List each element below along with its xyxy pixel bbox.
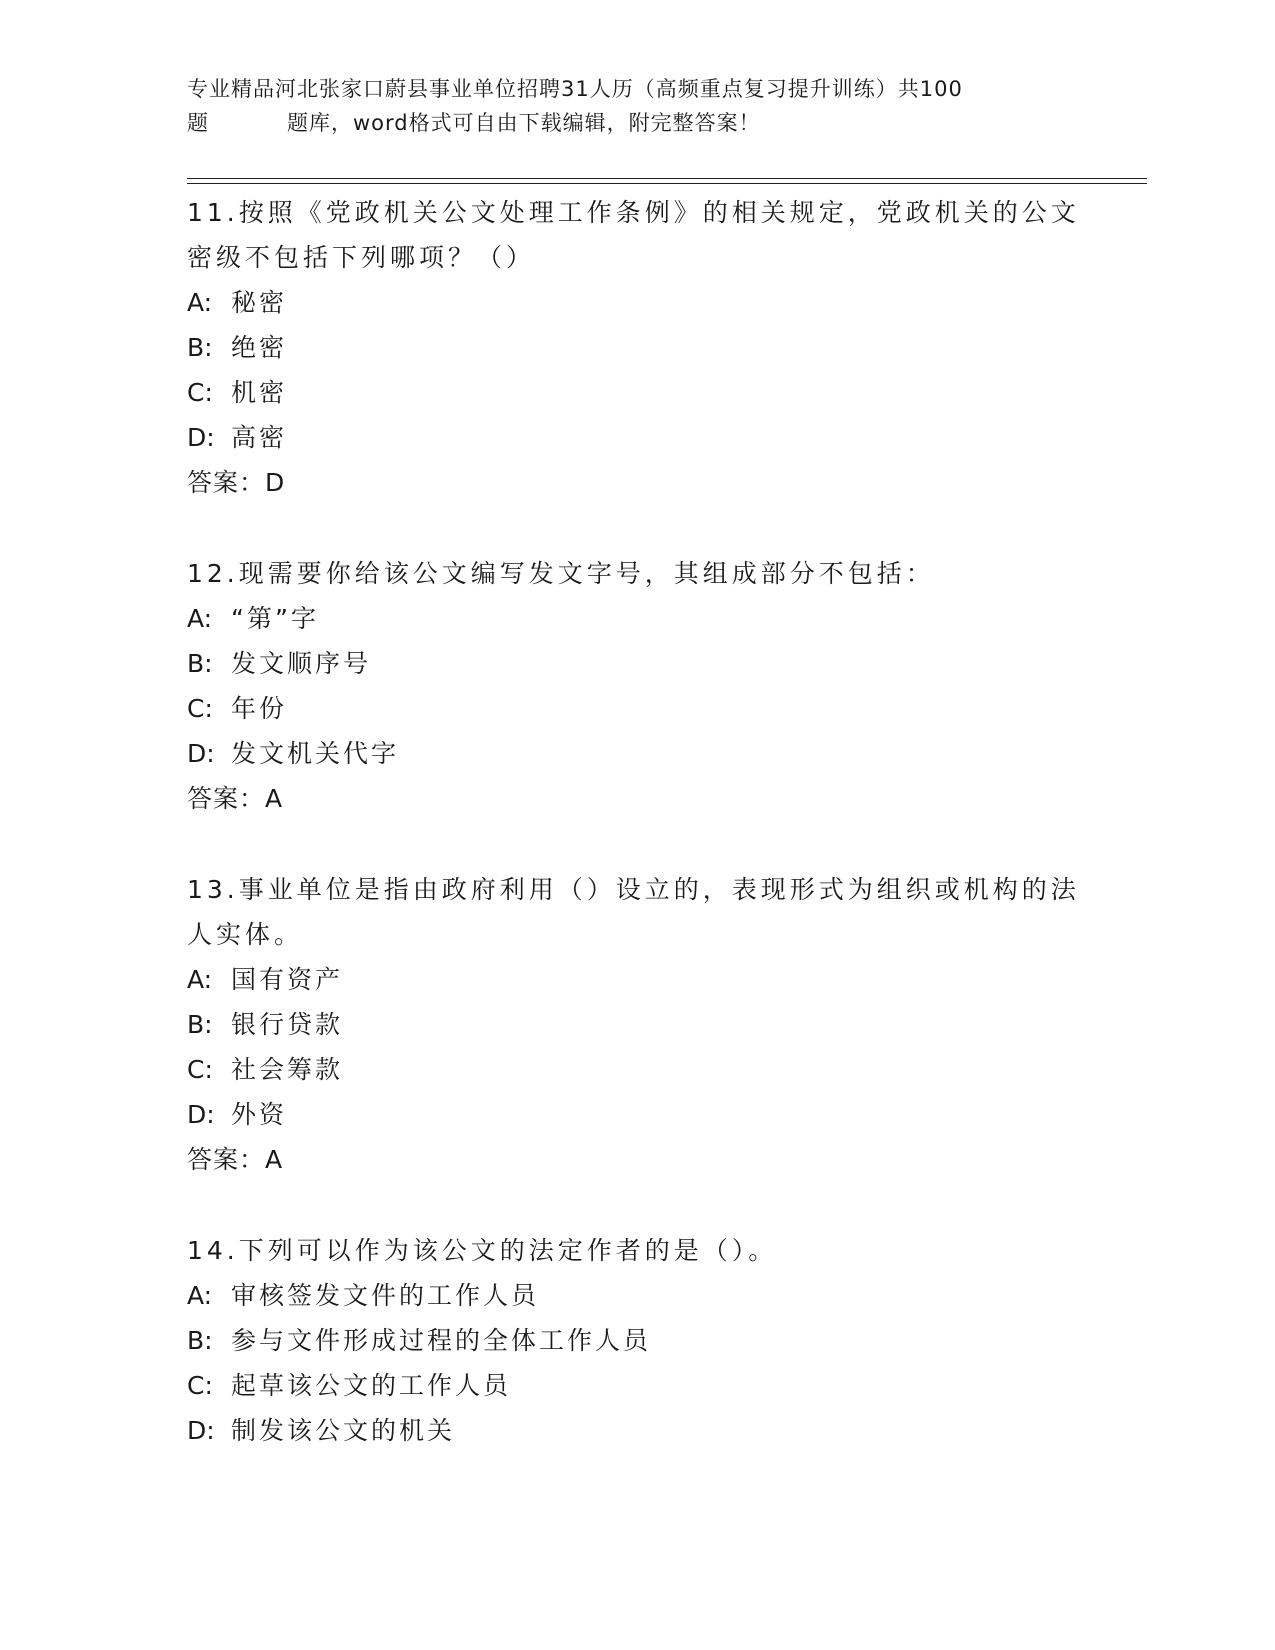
header-title-line2-rest: 题库，word格式可自由下载编辑，附完整答案！: [287, 111, 761, 135]
document-header: [187, 72, 1067, 140]
option-text: 秘密: [231, 288, 288, 317]
option-letter: A:: [187, 604, 213, 633]
header-title-line2: [187, 106, 1067, 140]
question-14: [187, 1228, 1087, 1453]
option-letter: C:: [187, 1055, 213, 1084]
option-letter: A:: [187, 1281, 213, 1310]
option-letter: D:: [187, 1416, 215, 1445]
option-text: 审核签发文件的工作人员: [231, 1281, 540, 1310]
answer: 答案：A: [187, 784, 284, 813]
option-a: [187, 280, 1087, 325]
option-c: [187, 370, 1087, 415]
option-d: [187, 731, 1087, 776]
header-title-line1: 专业精品河北张家口蔚县事业单位招聘31人历（高频重点复习提升训练）共100: [187, 77, 963, 101]
option-letter: C:: [187, 1371, 213, 1400]
header-title-line2-start: 题: [187, 111, 209, 135]
option-text: 年份: [231, 694, 288, 723]
option-c: [187, 1047, 1087, 1092]
option-a: [187, 596, 1087, 641]
option-b: [187, 641, 1087, 686]
answer: 答案：A: [187, 1145, 284, 1174]
option-text: 制发该公文的机关: [231, 1416, 456, 1445]
option-text: 国有资产: [231, 965, 344, 994]
option-text: 发文顺序号: [231, 649, 372, 678]
question-text: 13.事业单位是指由政府利用（）设立的，表现形式为组织或机构的法人实体。: [187, 875, 1080, 949]
option-c: [187, 1363, 1087, 1408]
option-d: [187, 1408, 1087, 1453]
option-letter: A:: [187, 288, 213, 317]
option-letter: B:: [187, 649, 213, 678]
option-text: 绝密: [231, 333, 288, 362]
option-b: [187, 1002, 1087, 1047]
header-divider-bottom: [187, 183, 1147, 184]
question-text: 11.按照《党政机关公文处理工作条例》的相关规定，党政机关的公文密级不包括下列哪项？（）: [187, 198, 1080, 272]
option-text: “第”字: [231, 604, 319, 633]
option-text: 发文机关代字: [231, 739, 400, 768]
question-13: [187, 867, 1087, 1182]
option-text: 银行贷款: [231, 1010, 344, 1039]
option-letter: C:: [187, 378, 213, 407]
header-divider-top: [187, 178, 1147, 179]
option-d: [187, 415, 1087, 460]
option-letter: D:: [187, 423, 215, 452]
option-a: [187, 1273, 1087, 1318]
option-b: [187, 1318, 1087, 1363]
option-b: [187, 325, 1087, 370]
option-letter: D:: [187, 739, 215, 768]
option-text: 社会筹款: [231, 1055, 344, 1084]
option-letter: B:: [187, 333, 213, 362]
option-letter: C:: [187, 694, 213, 723]
question-text: 14.下列可以作为该公文的法定作者的是（）。: [187, 1236, 778, 1265]
option-text: 起草该公文的工作人员: [231, 1371, 512, 1400]
option-a: [187, 957, 1087, 1002]
option-text: 机密: [231, 378, 288, 407]
option-text: 参与文件形成过程的全体工作人员: [231, 1326, 652, 1355]
option-letter: B:: [187, 1326, 213, 1355]
question-text: 12.现需要你给该公文编写发文字号，其组成部分不包括：: [187, 559, 935, 588]
question-12: [187, 551, 1087, 821]
question-11: [187, 190, 1087, 505]
option-text: 外资: [231, 1100, 288, 1129]
option-d: [187, 1092, 1087, 1137]
answer: 答案：D: [187, 468, 286, 497]
option-text: 高密: [231, 423, 288, 452]
question-list: [187, 190, 1087, 1499]
option-letter: D:: [187, 1100, 215, 1129]
option-letter: B:: [187, 1010, 213, 1039]
option-c: [187, 686, 1087, 731]
option-letter: A:: [187, 965, 213, 994]
